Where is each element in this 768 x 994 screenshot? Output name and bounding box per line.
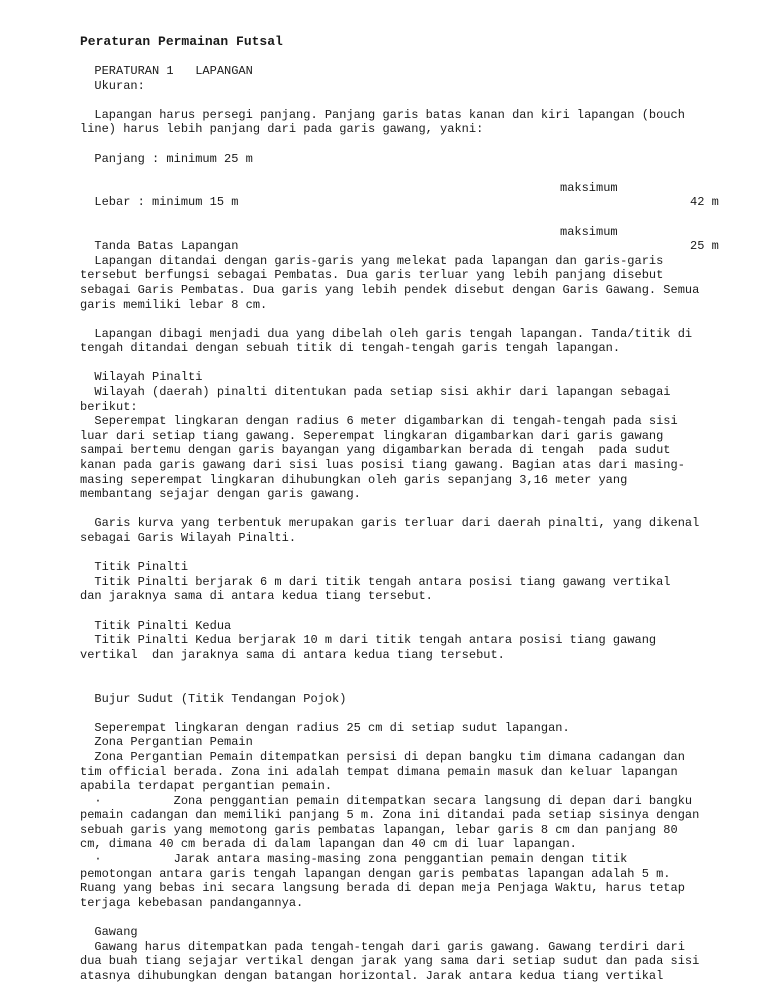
text-line: apabila terdapat pergantian pemain. (80, 779, 333, 794)
text-line: · Jarak antara masing-masing zona penggantian pemain dengan titik (80, 852, 628, 867)
text-line: Lapangan harus persegi panjang. Panjang garis batas kanan dan kiri lapangan (bouch (80, 107, 685, 122)
text-line: cm, dimana 40 cm berada di dalam lapangan dan 40 cm di luar lapangan. (80, 837, 577, 852)
text-line (80, 93, 730, 108)
text-line: sampai bertemu dengan garis bayangan yang digambarkan berada di tengah pada sudut (80, 443, 671, 458)
text-line (80, 312, 730, 327)
block-intro (80, 64, 730, 166)
text-line: · Zona penggantian pemain ditempatkan secara langsung di depan dari bangku (80, 793, 693, 808)
text-line: masing seperempat lingkaran dihubungkan oleh garis sepanjang 3,16 meter yang (80, 472, 628, 487)
text-line (80, 502, 730, 517)
text-line: sebagai Garis Pembatas. Dua garis yang lebih pendek disebut dengan Garis Gawang. Semua (80, 282, 700, 297)
text-line: tersebut berfungsi sebagai Pembatas. Dua garis terluar yang lebih panjang disebut (80, 268, 664, 283)
document-title: Peraturan Permainan Futsal (80, 34, 283, 49)
text-line: terjaga kebebasan pandangannya. (80, 895, 304, 910)
text-line: dua buah tiang sejajar vertikal dengan jarak yang sama dari setiap sudut dan pada sisi (80, 954, 700, 969)
text-line: Zona Pergantian Pemain (80, 735, 253, 750)
text-line (80, 662, 730, 677)
text-line: Wilayah Pinalti (80, 370, 203, 385)
text-line: Lapangan dibagi menjadi dua yang dibelah oleh garis tengah lapangan. Tanda/titik di (80, 326, 693, 341)
text-line: berikut: (80, 399, 138, 414)
text-line: Titik Pinalti berjarak 6 m dari titik tengah antara posisi tiang gawang vertikal (80, 574, 671, 589)
text-line (80, 137, 730, 152)
panjang-maksimum-value: 42 m (690, 195, 719, 210)
text-line (80, 706, 730, 721)
block-body (80, 225, 730, 984)
text-line: Ukuran: (80, 78, 145, 93)
text-line (80, 604, 730, 619)
text-line: kanan pada garis gawang dari sisi luas posisi tiang gawang. Bagian atas dari masing- (80, 458, 685, 473)
text-line: Garis kurva yang terbentuk merupakan garis terluar dari daerah pinalti, yang dikenal (80, 516, 700, 531)
text-line: sebuah garis yang memotong garis pembatas lapangan, lebar garis 8 cm dan panjang 80 (80, 822, 678, 837)
text-line: PERATURAN 1 LAPANGAN (80, 64, 253, 78)
lebar-maksimum-value: 25 m (690, 239, 719, 254)
text-line (80, 225, 730, 240)
text-line: Wilayah (daerah) pinalti ditentukan pada setiap sisi akhir dari lapangan sebagai (80, 385, 671, 400)
text-line: Seperempat lingkaran dengan radius 6 meter digambarkan di tengah-tengah pada sisi (80, 414, 678, 429)
text-line: Lapangan ditandai dengan garis-garis yang melekat pada lapangan dan garis-garis (80, 253, 664, 268)
text-line (80, 181, 730, 196)
panjang-maksimum-label: maksimum (560, 180, 618, 195)
lebar-maksimum-label: maksimum (560, 224, 618, 239)
text-line (80, 677, 730, 692)
text-line (80, 356, 730, 371)
text-line: Bujur Sudut (Titik Tendangan Pojok) (80, 691, 347, 706)
text-line: sebagai Garis Wilayah Pinalti. (80, 531, 297, 545)
text-line (80, 546, 730, 561)
text-line: Ruang yang bebas ini secara langsung berada di depan meja Penjaga Waktu, harus tetap (80, 881, 685, 896)
text-line: Gawang (80, 925, 138, 940)
text-line: Tanda Batas Lapangan (80, 239, 239, 254)
text-line: Lebar : minimum 15 m (80, 195, 239, 210)
text-line: tengah ditandai dengan sebuah titik di tengah-tengah garis tengah lapangan. (80, 341, 621, 356)
text-line: pemain cadangan dan memiliki panjang 5 m. Zona ini ditandai pada setiap sisinya dengan (80, 808, 700, 823)
text-line: tim official berada. Zona ini adalah tempat dimana pemain masuk dan keluar lapangan (80, 764, 678, 779)
text-line: pemotongan antara garis tengah lapangan dengan garis pembatas lapangan adalah 5 m. (80, 866, 671, 881)
text-line: line) harus lebih panjang dari pada garis gawang, yakni: (80, 122, 484, 137)
text-line: vertikal dan jaraknya sama di antara kedua tiang tersebut. (80, 647, 505, 662)
text-line: Zona Pergantian Pemain ditempatkan persisi di depan bangku tim dimana cadangan dan (80, 749, 685, 764)
text-line: atasnya dihubungkan dengan batangan horizontal. Jarak antara kedua tiang vertikal (80, 968, 664, 983)
text-line: Titik Pinalti (80, 560, 189, 575)
text-line: Panjang : minimum 25 m (80, 151, 253, 166)
text-line (80, 910, 730, 925)
text-line: Titik Pinalti Kedua (80, 618, 232, 633)
text-line: membantang sejajar dengan garis gawang. (80, 487, 361, 502)
text-line: Titik Pinalti Kedua berjarak 10 m dari titik tengah antara posisi tiang gawang (80, 633, 657, 648)
document-page (80, 34, 730, 983)
text-line: luar dari setiap tiang gawang. Seperempat lingkaran digambarkan dari garis gawang (80, 428, 664, 443)
text-line: Gawang harus ditempatkan pada tengah-tengah dari garis gawang. Gawang terdiri dari (80, 939, 685, 954)
text-line: garis memiliki lebar 8 cm. (80, 297, 268, 312)
block-lebar (80, 181, 730, 210)
text-line: dan jaraknya sama di antara kedua tiang tersebut. (80, 589, 433, 604)
text-line: Seperempat lingkaran dengan radius 25 cm di setiap sudut lapangan. (80, 720, 570, 735)
